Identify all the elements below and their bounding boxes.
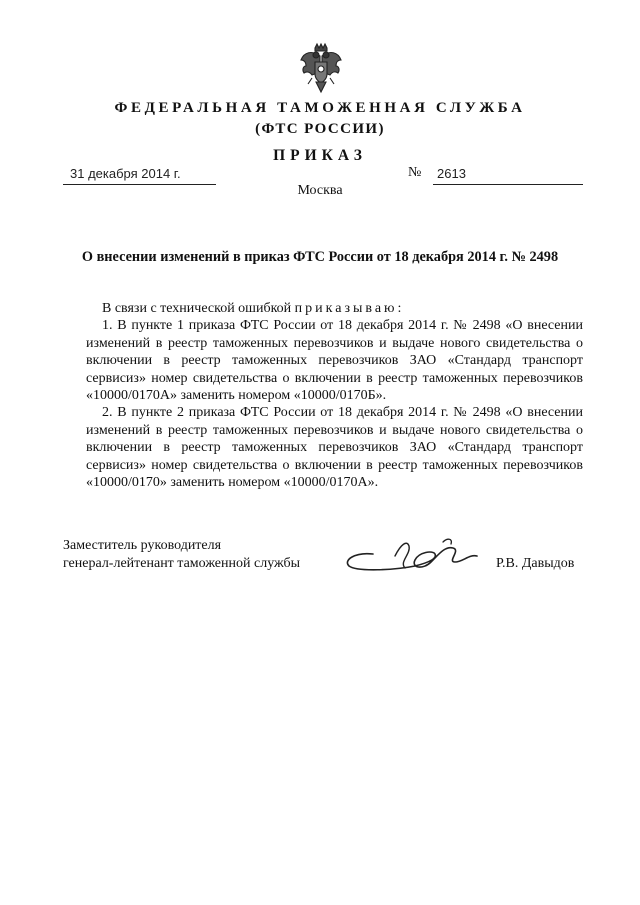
intro-paragraph — [86, 300, 583, 317]
document-number: 2613 — [437, 166, 466, 181]
city: Москва — [297, 183, 343, 198]
document-body — [86, 300, 583, 491]
signatory-position-line1: Заместитель руководителя — [63, 538, 222, 553]
intro-prefix: В связи с технической ошибкой — [102, 301, 292, 316]
agency-name: ФЕДЕРАЛЬНАЯ ТАМОЖЕННАЯ СЛУЖБА — [114, 100, 526, 116]
document-subject: О внесении изменений в приказ ФТС России от 18 декабря 2014 г. № 2498 — [81, 249, 559, 265]
coat-of-arms-icon — [298, 42, 344, 96]
item-1: 1. В пункте 1 приказа ФТС России от 18 декабря 2014 г. № 2498 «О внесении изменений в реестр таможенных перевозчиков и выдаче нового свидетельства о включении в реестр таможенных перевозчиков ЗАО «Стандард транспорт сервисиз» номер свидетельства о включении в реестр таможенных перевозчиков «10000/0170А» заменить номером «10000/0170Б». — [86, 318, 583, 404]
signature-icon — [335, 532, 485, 582]
number-label: № — [408, 165, 422, 180]
item-2: 2. В пункте 2 приказа ФТС России от 18 декабря 2014 г. № 2498 «О внесении изменений в реестр таможенных перевозчиков и выдаче нового свидетельства о включении в реестр таможенных перевозчиков ЗАО «Стандард транспорт сервисиз» номер свидетельства о включении в реестр таможенных перевозчиков «10000/0170» заменить номером «10000/0170А». — [86, 405, 583, 491]
signatory-name: Р.В. Давыдов — [496, 556, 575, 571]
intro-verb: приказываю: — [294, 301, 405, 316]
agency-abbreviation: (ФТС РОССИИ) — [255, 121, 385, 137]
document-date: 31 декабря 2014 г. — [70, 166, 181, 181]
signatory-position-line2: генерал-лейтенант таможенной службы — [63, 556, 301, 571]
document-type: ПРИКАЗ — [273, 147, 367, 164]
